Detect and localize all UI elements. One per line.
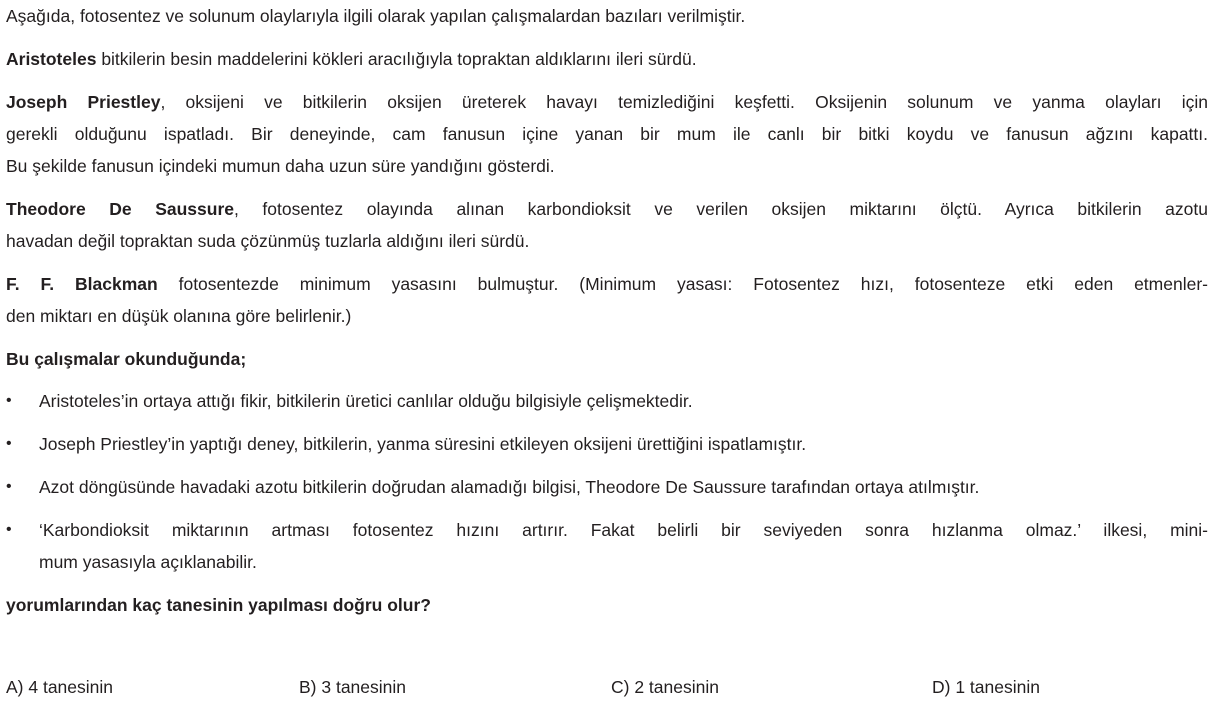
prompt-text [6,343,1208,375]
paragraph-text: , oksijeni ve bitkilerin oksijen üreterek havayı temizlediğini keşfetti. Oksijenin solunum ve yanma olayları için [160,92,1208,112]
statement-item [6,514,1208,578]
bullet-icon: • [6,392,12,409]
statement-item [6,471,1208,503]
statement-item [6,428,1208,460]
scientist-name: Aristoteles [6,49,97,69]
prompt-bold: Bu çalışmalar okunduğunda; [6,349,247,369]
answer-options [6,671,1208,703]
bullet-icon: • [6,435,12,452]
question-bold: yorumlarından kaç tanesinin yapılması doğru olur? [6,595,431,615]
paragraph-priestley [6,86,1208,182]
scientist-name: Theodore De Saussure [6,199,234,219]
question-document [6,0,1208,621]
paragraph-text: havadan değil topraktan suda çözünmüş tuzlarla aldığını ileri sürdü. [6,231,530,251]
intro-text: Aşağıda, fotosentez ve solunum olaylarıyla ilgili olarak yapılan çalışmalardan bazıları verilmiştir. [6,6,746,26]
option-a[interactable]: A) 4 tanesinin [6,677,114,697]
statement-text: Joseph Priestley’in yaptığı deney, bitkilerin, yanma süresini etkileyen oksijeni ürettiğini ispatlamıştır. [39,434,807,454]
statement-text: Azot döngüsünde havadaki azotu bitkilerin doğrudan alamadığı bilgisi, Theodore De Saussure tarafından ortaya atılmıştır. [39,477,980,497]
bullet-icon: • [6,478,12,495]
statement-text: mum yasasıyla açıklanabilir. [39,552,257,572]
paragraph-text: gerekli olduğunu ispatladı. Bir deneyinde, cam fanusun içine yanan bir mum ile canlı bir bitki koydu ve fanusun ağzını kapattı. [6,124,1208,144]
paragraph-text: bitkilerin besin maddelerini kökleri aracılığıyla topraktan aldıklarını ileri sürdü. [96,49,697,69]
paragraph-text: Bu şekilde fanusun içindeki mumun daha uzun süre yandığını gösterdi. [6,156,555,176]
scientist-name: Joseph Priestley [6,92,161,112]
statement-item [6,385,1208,417]
option-b[interactable]: B) 3 tanesinin [299,677,407,697]
paragraph-saussure [6,193,1208,257]
paragraph-blackman [6,268,1208,332]
scientist-name: F. F. Blackman [6,274,158,294]
paragraph-text: den miktarı en düşük olanına göre belirlenir.) [6,306,352,326]
paragraph-text: , fotosentez olayında alınan karbondioksit ve verilen oksijen miktarını ölçtü. Ayrıca bitkilerin azotu [234,199,1208,219]
paragraph-text: fotosentezde minimum yasasını bulmuştur. (Minimum yasası: Fotosentez hızı, fotosenteze etki eden etmenler- [157,274,1208,294]
bullet-icon: • [6,521,12,538]
statement-text: ‘Karbondioksit miktarının artması fotosentez hızını artırır. Fakat belirli bir seviyeden sonra hızlanma olmaz.’ ilkesi, mini- [39,520,1208,540]
paragraph-aristoteles [6,43,1208,75]
statement-list [6,385,1208,578]
question-text [6,589,1208,621]
option-d[interactable]: D) 1 tanesinin [932,677,1040,697]
statement-text: Aristoteles’in ortaya attığı fikir, bitkilerin üretici canlılar olduğu bilgisiyle çelişmektedir. [39,391,693,411]
option-c[interactable]: C) 2 tanesinin [611,677,719,697]
